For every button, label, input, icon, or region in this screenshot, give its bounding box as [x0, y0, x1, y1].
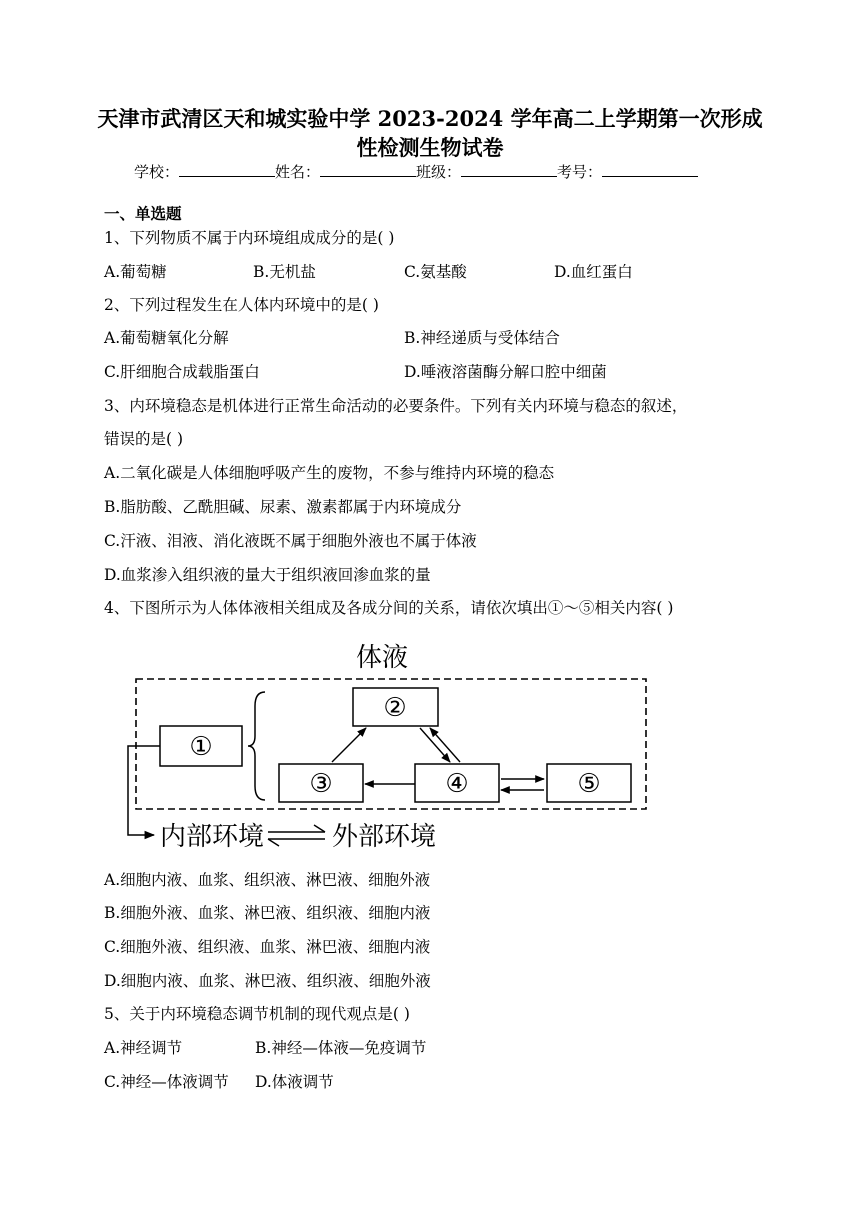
question-4-option-b: B.细胞外液、血浆、淋巴液、组织液、细胞内液 — [104, 904, 431, 922]
question-3-option-b: B.脂肪酸、乙酰胆碱、尿素、激素都属于内环境成分 — [104, 498, 462, 516]
question-5-option-b: B.神经—体液—免疫调节 — [255, 1039, 427, 1057]
school-label: 学校： — [134, 163, 180, 181]
question-2-option-b: B.神经递质与受体结合 — [404, 329, 560, 347]
internal-environment-label: 内部环境 — [160, 822, 265, 852]
question-1-option-b: B.无机盐 — [253, 263, 316, 281]
equilibrium-arrow-bottom-head — [268, 839, 279, 846]
exam-no-label: 考号： — [557, 163, 603, 181]
box-1-label: ① — [189, 732, 213, 762]
brace — [248, 692, 265, 800]
question-3-option-c: C.汗液、泪液、消化液既不属于细胞外液也不属于体液 — [104, 532, 477, 550]
question-5-option-a: A.神经调节 — [104, 1039, 183, 1057]
equilibrium-arrow-top-head — [314, 825, 325, 832]
question-5-option-d: D.体液调节 — [255, 1073, 334, 1091]
question-1-option-a: A.葡萄糖 — [104, 263, 167, 281]
question-2-option-a: A.葡萄糖氧化分解 — [104, 329, 229, 347]
exam-title-line-2: 性检测生物试卷 — [356, 135, 504, 160]
box-4-label: ④ — [445, 769, 469, 799]
student-info-row — [134, 161, 698, 182]
question-2-option-d: D.唾液溶菌酶分解口腔中细菌 — [404, 363, 607, 381]
arrow-3-to-2 — [332, 728, 366, 762]
question-3-option-a: A.二氧化碳是人体细胞呼吸产生的废物，不参与维持内环境的稳态 — [104, 464, 555, 482]
body-fluid-diagram — [110, 636, 660, 858]
question-3-stem-line-2: 错误的是( ) — [104, 430, 184, 448]
box-2-label: ② — [383, 693, 407, 723]
question-4-stem: 4、下图所示为人体体液相关组成及各成分间的关系，请依次填出①～⑤相关内容( ) — [104, 599, 674, 617]
class-blank[interactable] — [461, 162, 557, 177]
external-environment-label: 外部环境 — [332, 822, 437, 852]
question-5-option-c: C.神经—体液调节 — [104, 1073, 229, 1091]
section-heading: 一、单选题 — [104, 204, 182, 223]
class-label: 班级： — [416, 163, 462, 181]
diagram-title: 体液 — [355, 643, 409, 673]
question-1-option-c: C.氨基酸 — [404, 263, 467, 281]
question-1-option-d: D.血红蛋白 — [554, 263, 633, 281]
question-4-option-d: D.细胞内液、血浆、淋巴液、组织液、细胞外液 — [104, 972, 431, 990]
question-1-stem: 1、下列物质不属于内环境组成成分的是( ) — [104, 229, 395, 247]
exam-no-blank[interactable] — [602, 162, 698, 177]
name-blank[interactable] — [320, 162, 416, 177]
question-2-option-c: C.肝细胞合成载脂蛋白 — [104, 363, 260, 381]
question-3-stem-line-1: 3、内环境稳态是机体进行正常生命活动的必要条件。下列有关内环境与稳态的叙述， — [104, 397, 688, 415]
question-5-stem: 5、关于内环境稳态调节机制的现代观点是( ) — [104, 1005, 410, 1023]
exam-title-line-1: 天津市武清区天和城实验中学 2023-2024 学年高二上学期第一次形成 — [97, 106, 763, 131]
question-4-option-c: C.细胞外液、组织液、血浆、淋巴液、细胞内液 — [104, 938, 431, 956]
arrow-1-to-internal — [128, 746, 160, 835]
box-3-label: ③ — [309, 769, 333, 799]
question-3-option-d: D.血浆渗入组织液的量大于组织液回渗血浆的量 — [104, 566, 431, 584]
school-blank[interactable] — [179, 162, 275, 177]
box-5-label: ⑤ — [577, 769, 601, 799]
name-label: 姓名： — [275, 163, 321, 181]
question-2-stem: 2、下列过程发生在人体内环境中的是( ) — [104, 296, 379, 314]
question-4-option-a: A.细胞内液、血浆、组织液、淋巴液、细胞外液 — [104, 871, 431, 889]
